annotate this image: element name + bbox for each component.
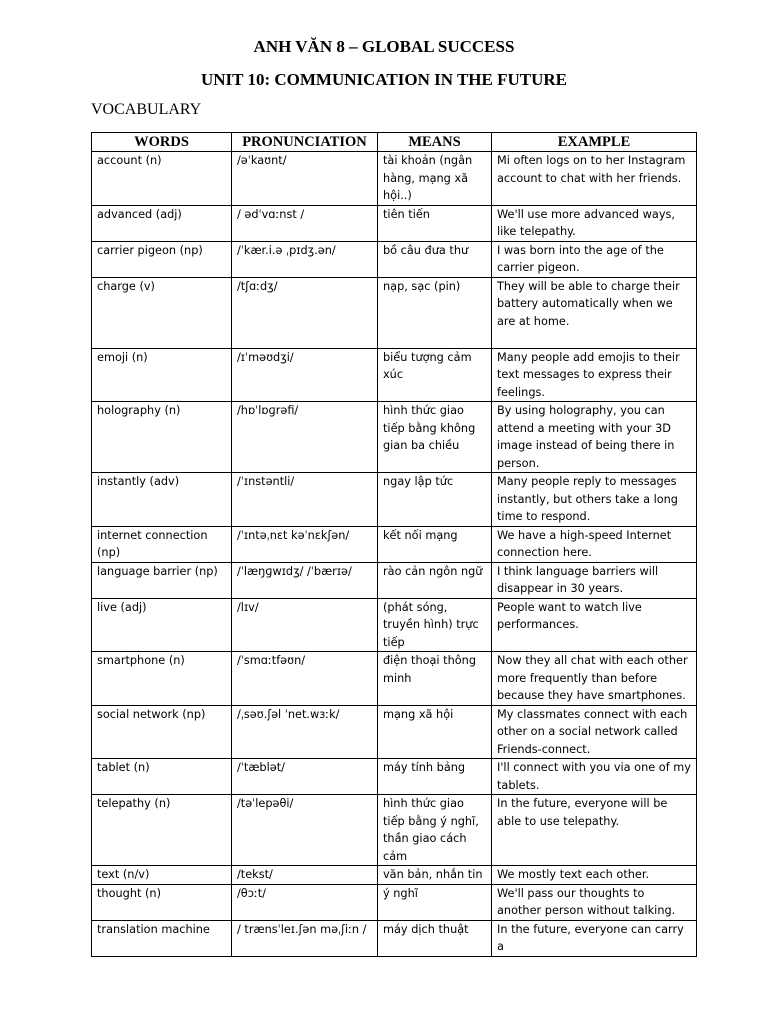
cell-example: I'll connect with you via one of my tablets. [492,759,697,795]
cell-pronunciation: / ədˈvɑːnst / [232,205,378,241]
table-row [92,866,697,885]
table-row [92,705,697,759]
cell-pronunciation: /təˈlepəθi/ [232,795,378,866]
cell-word: charge (v) [92,277,232,348]
table-row [92,562,697,598]
table-row [92,759,697,795]
cell-meaning: hình thức giao tiếp bằng ý nghĩ, thần giao cách cảm [378,795,492,866]
cell-meaning: mạng xã hội [378,705,492,759]
cell-word: advanced (adj) [92,205,232,241]
cell-meaning: điện thoại thông minh [378,652,492,706]
column-header-means: MEANS [378,133,492,152]
table-row [92,795,697,866]
cell-word: live (adj) [92,598,232,652]
table-row [92,598,697,652]
cell-pronunciation: /ˈkær.i.ə ˌpɪdʒ.ən/ [232,241,378,277]
cell-example: They will be able to charge their battery automatically when we are at home. [492,277,697,348]
cell-word: holography (n) [92,402,232,473]
cell-example: Many people add emojis to their text messages to express their feelings. [492,348,697,402]
cell-example: We mostly text each other. [492,866,697,885]
cell-word: account (n) [92,152,232,206]
cell-word: carrier pigeon (np) [92,241,232,277]
cell-word: instantly (adv) [92,473,232,527]
cell-pronunciation: /ˌsəʊ.ʃəl ˈnet.wɜːk/ [232,705,378,759]
cell-pronunciation: /θɔːt/ [232,884,378,920]
document-title: ANH VĂN 8 – GLOBAL SUCCESS [253,37,515,56]
table-row [92,652,697,706]
column-header-example: EXAMPLE [492,133,697,152]
cell-pronunciation: /ˈtæblət/ [232,759,378,795]
table-row [92,920,697,956]
cell-word: thought (n) [92,884,232,920]
cell-word: social network (np) [92,705,232,759]
cell-pronunciation: /ˈsmɑːtfəʊn/ [232,652,378,706]
cell-pronunciation: /tekst/ [232,866,378,885]
cell-meaning: ngay lập tức [378,473,492,527]
section-heading: VOCABULARY [91,101,202,118]
table-row [92,277,697,348]
cell-example: In the future, everyone will be able to use telepathy. [492,795,697,866]
cell-example: We'll use more advanced ways, like telepathy. [492,205,697,241]
cell-example: Many people reply to messages instantly, but others take a long time to respond. [492,473,697,527]
cell-meaning: bồ câu đưa thư [378,241,492,277]
cell-pronunciation: /tʃɑːdʒ/ [232,277,378,348]
cell-word: tablet (n) [92,759,232,795]
cell-meaning: máy tính bảng [378,759,492,795]
cell-meaning: ý nghĩ [378,884,492,920]
cell-word: text (n/v) [92,866,232,885]
cell-pronunciation: /ˈlæŋɡwɪdʒ/ /ˈbærɪə/ [232,562,378,598]
cell-pronunciation: /ˈɪnstəntli/ [232,473,378,527]
cell-word: translation machine [92,920,232,956]
cell-word: smartphone (n) [92,652,232,706]
table-row [92,241,697,277]
cell-pronunciation: /lɪv/ [232,598,378,652]
cell-meaning: (phát sóng, truyền hình) trực tiếp [378,598,492,652]
cell-meaning: tài khoản (ngân hàng, mạng xã hội..) [378,152,492,206]
cell-example: We'll pass our thoughts to another person without talking. [492,884,697,920]
cell-example: By using holography, you can attend a meeting with your 3D image instead of being there in person. [492,402,697,473]
table-header-row [92,133,697,152]
cell-word: language barrier (np) [92,562,232,598]
table-row [92,402,697,473]
cell-meaning: máy dịch thuật [378,920,492,956]
table-row [92,473,697,527]
cell-pronunciation: /ɪˈməʊdʒi/ [232,348,378,402]
cell-pronunciation: / trænsˈleɪ.ʃən məˌʃiːn / [232,920,378,956]
cell-pronunciation: /hɒˈlɒɡrəfi/ [232,402,378,473]
cell-example: In the future, everyone can carry a [492,920,697,956]
cell-word: telepathy (n) [92,795,232,866]
column-header-words: WORDS [92,133,232,152]
table-row [92,152,697,206]
cell-meaning: văn bản, nhắn tin [378,866,492,885]
cell-example: I think language barriers will disappear in 30 years. [492,562,697,598]
table-body [92,152,697,957]
cell-meaning: biểu tượng cảm xúc [378,348,492,402]
cell-example: Now they all chat with each other more frequently than before because they have smartphones. [492,652,697,706]
table-row [92,526,697,562]
cell-word: emoji (n) [92,348,232,402]
cell-meaning: hình thức giao tiếp bằng không gian ba chiều [378,402,492,473]
unit-title: UNIT 10: COMMUNICATION IN THE FUTURE [201,70,567,89]
cell-meaning: rào cản ngôn ngữ [378,562,492,598]
cell-example: Mi often logs on to her Instagram account to chat with her friends. [492,152,697,206]
cell-example: We have a high-speed Internet connection here. [492,526,697,562]
cell-example: People want to watch live performances. [492,598,697,652]
cell-word: internet connection (np) [92,526,232,562]
table-row [92,884,697,920]
cell-meaning: kết nối mạng [378,526,492,562]
cell-pronunciation: /ˈɪntəˌnɛt kəˈnɛkʃən/ [232,526,378,562]
cell-pronunciation: /əˈkaʊnt/ [232,152,378,206]
column-header-pronunciation: PRONUNCIATION [232,133,378,152]
cell-meaning: tiên tiến [378,205,492,241]
cell-meaning: nạp, sạc (pin) [378,277,492,348]
table-row [92,205,697,241]
cell-example: My classmates connect with each other on a social network called Friends-connect. [492,705,697,759]
cell-example: I was born into the age of the carrier pigeon. [492,241,697,277]
table-row [92,348,697,402]
vocabulary-table [91,132,697,957]
